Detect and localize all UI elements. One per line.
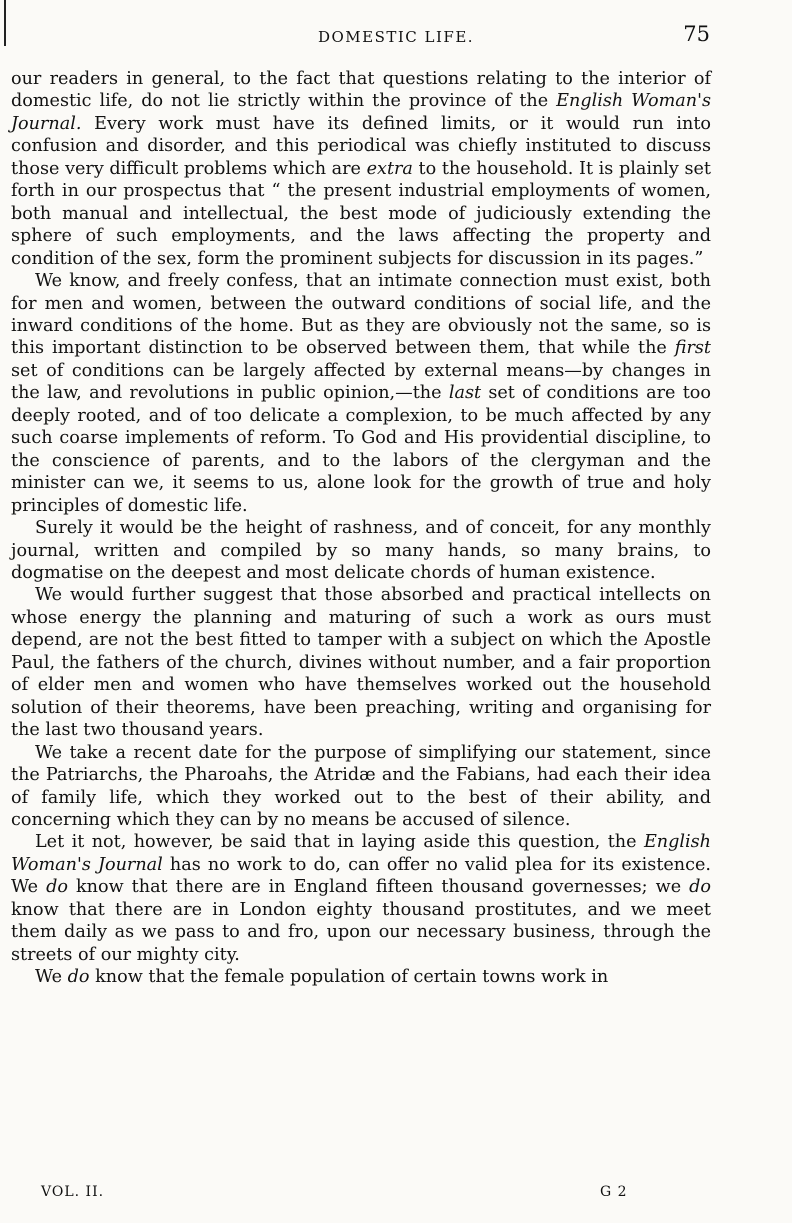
running-title: DOMESTIC LIFE. (317, 28, 475, 46)
page-number: 75 (683, 22, 710, 46)
paragraph: Let it not, however, be said that in laying aside this question, the English Woman's Journal has no work to do, can offer no valid plea for its existence. We do know that there are in England fifteen thousand governesses; we do know that there are in London eighty thousand prostitutes, and we meet them daily as we pass to and fro, upon our necessary business, through the streets of our mighty city. (11, 832, 711, 965)
paragraph: We do know that the female population of certain towns work in (35, 967, 609, 988)
italic-text: do (46, 877, 68, 898)
italic-text: extra (366, 158, 413, 179)
italic-text: last (448, 383, 482, 404)
page-footer (0, 1184, 792, 1206)
italic-text: English Woman's Journal. (11, 91, 711, 134)
paragraph: We would further suggest that those absorbed and practical intellects on whose energy the planning and maturing of such a work as ours must depend, are not the best fitted to tamper with a subject on which the Apostle Paul, the fathers of the church, divines without number, and a fair proportion of elder men and women who have themselves worked out the household solution of their theorems, have been preaching, writing and organising for the last two thousand years. (11, 585, 711, 741)
paragraph: We know, and freely confess, that an intimate connection must exist, both for men and women, between the outward conditions of social life, and the inward conditions of the home. But as they are obviously not the same, so is this important distinction to be observed between them, that while the first set of conditions can be largely affected by external means—by changes in the law, and revolutions in public opinion,—the last set of conditions are too deeply rooted, and of too delicate a complexion, to be much affected by any such coarse implements of reform. To God and His providential discipline, to the conscience of parents, and to the labors of the clergyman and the minister can we, it seems to us, alone look for the growth of true and holy principles of domestic life. (11, 271, 711, 516)
body-text (11, 68, 711, 989)
paragraph: our readers in general, to the fact that questions relating to the interior of domestic life, do not lie strictly within the province of the English Woman's Journal. Every work must have its defined limits, or it would run into confusion and disorder, and this periodical was chiefly instituted to discuss those very difficult problems which are extra to the household. It is plainly set forth in our prospectus that “ the present industrial employments of women, both manual and intellectual, the best mode of judiciously extending the sphere of such employments, and the laws affecting the property and condition of the sex, form the prominent subjects for discussion in its pages.” (11, 69, 711, 269)
volume-mark: VOL. II. (41, 1184, 105, 1200)
italic-text: first (674, 338, 711, 359)
paragraph: We take a recent date for the purpose of simplifying our statement, since the Patriarchs, the Pharoahs, the Atridæ and the Fabians, had each their idea of family life, which they worked out to the best of their ability, and concerning which they can by no means be accused of silence. (11, 742, 711, 830)
paragraph: Surely it would be the height of rashness, and of conceit, for any monthly journal, written and compiled by so many hands, so many brains, to dogmatise on the deepest and most delicate chords of human existence. (11, 518, 711, 583)
italic-text: do (67, 967, 90, 988)
page-header (0, 22, 792, 52)
italic-text: do (689, 877, 711, 898)
italic-text: English Woman's Journal (11, 832, 711, 875)
signature-mark: G 2 (600, 1184, 628, 1200)
